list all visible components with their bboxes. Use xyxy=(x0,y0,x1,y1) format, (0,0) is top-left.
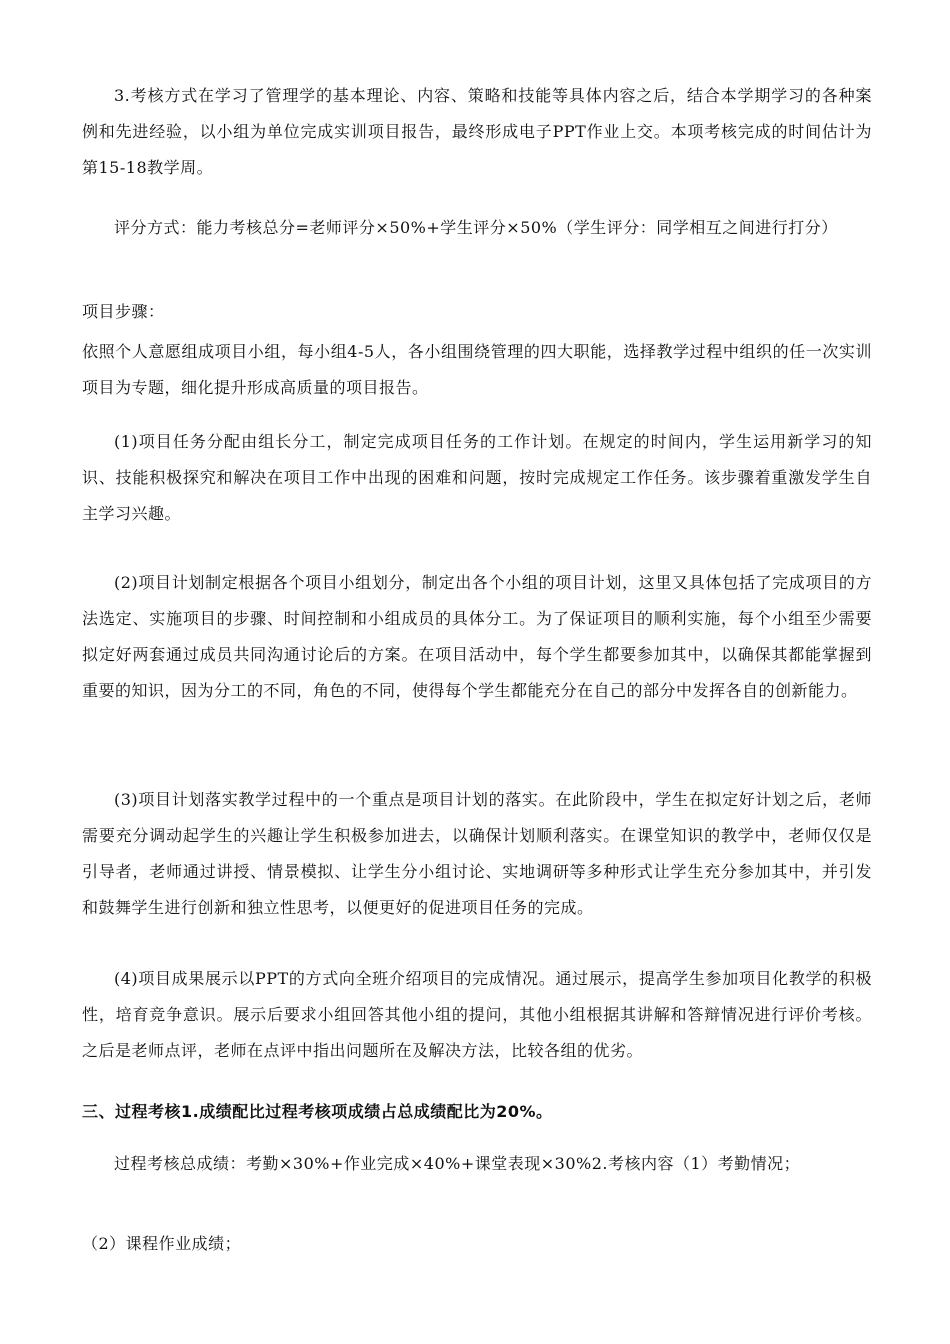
scoring-method-paragraph: 评分方式：能力考核总分=老师评分×50%+学生评分×50%（学生评分：同学相互之间进行打分） xyxy=(114,218,838,237)
group-formation-paragraph: 依照个人意愿组成项目小组，每小组4-5人，各小组围绕管理的四大职能，选择教学过程中组织的任一次实训项目为专题，细化提升形成高质量的项目报告。 xyxy=(82,342,872,397)
step-4-paragraph: (4)项目成果展示以PPT的方式向全班介绍项目的完成情况。通过展示，提高学生参加项目化教学的积极性，培育竞争意识。展示后要求小组回答其他小组的提问，其他小组根据其讲解和答辩情况进行评价考核。之后是老师点评，老师在点评中指出问题所在及解决方法，比较各组的优劣。 xyxy=(82,969,872,1060)
project-steps-title: 项目步骤： xyxy=(82,302,165,321)
step-1-paragraph: (1)项目任务分配由组长分工，制定完成项目任务的工作计划。在规定的时间内，学生运用新学习的知识、技能积极探究和解决在项目工作中出现的困难和问题，按时完成规定工作任务。该步骤着重激发学生自主学习兴趣。 xyxy=(82,432,872,523)
step-3-paragraph: (3)项目计划落实教学过程中的一个重点是项目计划的落实。在此阶段中，学生在拟定好计划之后，老师需要充分调动起学生的兴趣让学生积极参加进去，以确保计划顺利落实。在课堂知识的教学中，老师仅仅是引导者，老师通过讲授、情景模拟、让学生分小组讨论、实地调研等多种形式让学生充分参加其中，并引发和鼓舞学生进行创新和独立性思考，以便更好的促进项目任务的完成。 xyxy=(82,790,872,917)
process-total-score-paragraph: 过程考核总成绩：考勤×30%+作业完成×40%+课堂表现×30%2.考核内容（1）考勤情况； xyxy=(114,1154,801,1173)
process-assessment-heading: 三、过程考核1.成绩配比过程考核项成绩占总成绩配比为20%。 xyxy=(82,1102,553,1121)
step-2-paragraph: (2)项目计划制定根据各个项目小组划分，制定出各个小组的项目计划，这里又具体包括了完成项目的方法选定、实施项目的步骤、时间控制和小组成员的具体分工。为了保证项目的顺利实施，每个小组至少需要拟定好两套通过成员共同沟通讨论后的方案。在项目活动中，每个学生都要参加其中，以确保其都能掌握到重要的知识，因为分工的不同，角色的不同，使得每个学生都能充分在自己的部分中发挥各自的创新能力。 xyxy=(82,573,872,700)
homework-score-item: （2）课程作业成绩； xyxy=(82,1234,242,1253)
assessment-method-paragraph: 3.考核方式在学习了管理学的基本理论、内容、策略和技能等具体内容之后，结合本学期学习的各种案例和先进经验，以小组为单位完成实训项目报告，最终形成电子PPT作业上交。本项考核完成的时间估计为第15-18教学周。 xyxy=(82,86,872,177)
